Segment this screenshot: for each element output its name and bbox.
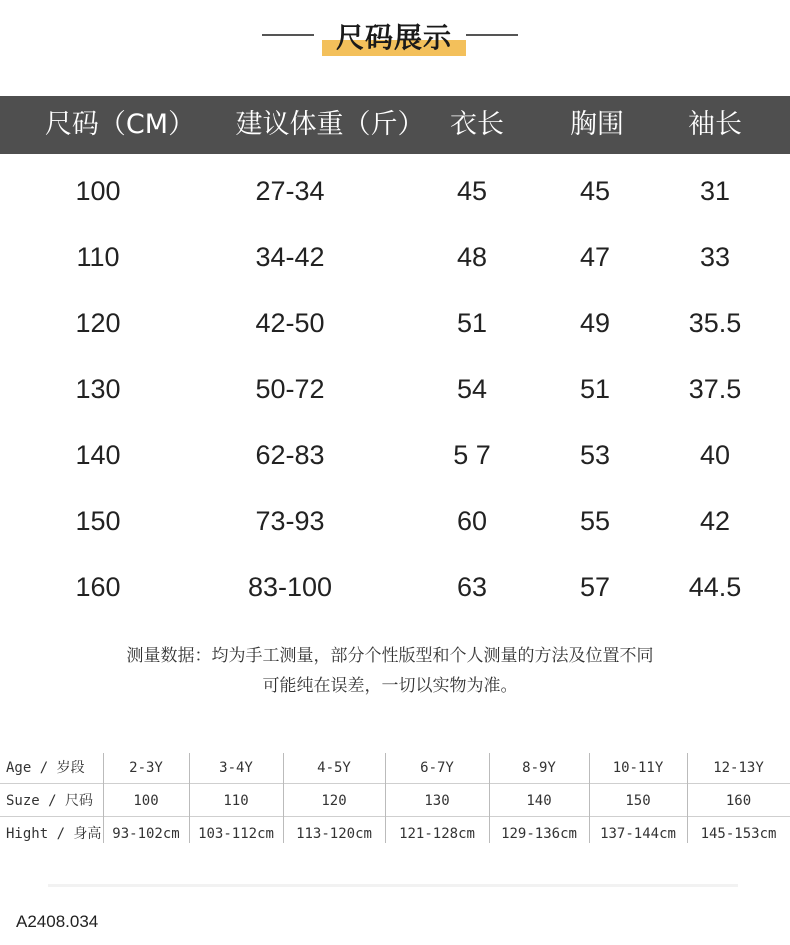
cell-length: 5 7 — [453, 440, 491, 470]
column-divider — [589, 753, 590, 843]
cell-weight: 27-34 — [255, 176, 325, 206]
table-row — [0, 290, 790, 356]
height-cell: 121-128cm — [399, 826, 475, 842]
column-divider — [283, 753, 284, 843]
size-cell: 110 — [223, 793, 249, 809]
header-length: 衣长 — [450, 109, 504, 140]
table-row — [0, 356, 790, 422]
column-divider — [489, 753, 490, 843]
page-title: 尺码展示 — [335, 21, 452, 54]
header-sleeve: 袖长 — [688, 109, 742, 140]
cell-weight: 50-72 — [255, 374, 325, 404]
cell-length: 60 — [456, 506, 488, 536]
size-cell: 100 — [133, 793, 159, 809]
cell-size: 110 — [76, 242, 120, 272]
cell-chest: 47 — [579, 242, 611, 272]
measurement-note-line1: 测量数据：均为手工测量，部分个性版型和个人测量的方法及位置不同 — [126, 646, 654, 666]
measurement-note-line2: 可能纯在误差，一切以实物为准。 — [262, 676, 518, 696]
row-divider — [0, 783, 790, 784]
cell-size: 130 — [75, 374, 121, 404]
header-weight: 建议体重（斤） — [235, 109, 425, 140]
height-row — [0, 819, 790, 849]
table-row — [0, 554, 790, 620]
cell-sleeve: 42 — [699, 506, 731, 536]
height-cell: 103-112cm — [198, 826, 274, 842]
cell-chest: 53 — [579, 440, 611, 470]
size-cell: 120 — [321, 793, 347, 809]
column-divider — [687, 753, 688, 843]
cell-weight: 34-42 — [255, 242, 325, 272]
bottom-divider — [48, 884, 738, 887]
cell-chest: 55 — [579, 506, 611, 536]
cell-size: 120 — [75, 308, 121, 338]
age-label: Age / 岁段 — [6, 760, 85, 776]
age-cell: 6-7Y — [420, 760, 454, 776]
height-cell: 137-144cm — [600, 826, 676, 842]
cell-size: 150 — [75, 506, 121, 536]
size-cell: 160 — [725, 793, 752, 809]
cell-weight: 73-93 — [255, 506, 325, 536]
size-cell: 140 — [526, 793, 552, 809]
age-row — [0, 753, 790, 783]
cell-sleeve: 44.5 — [688, 572, 742, 602]
cell-chest: 49 — [579, 308, 611, 338]
cell-size: 140 — [75, 440, 121, 470]
title-block — [0, 18, 790, 64]
table-row — [0, 488, 790, 554]
column-divider — [189, 753, 190, 843]
product-code: A2408.034 — [16, 912, 99, 931]
height-label: Hight / 身高 — [6, 826, 102, 842]
cell-weight: 42-50 — [255, 308, 325, 338]
height-cell: 93-102cm — [112, 826, 180, 842]
cell-length: 54 — [456, 374, 488, 404]
column-divider — [385, 753, 386, 843]
size-cell: 130 — [424, 793, 450, 809]
cell-weight: 83-100 — [247, 572, 333, 602]
table-row — [0, 224, 790, 290]
cell-length: 51 — [456, 308, 488, 338]
cell-chest: 57 — [579, 572, 611, 602]
header-size: 尺码（CM） — [44, 109, 196, 140]
age-cell: 12-13Y — [713, 760, 764, 776]
table-row — [0, 422, 790, 488]
age-cell: 8-9Y — [522, 760, 556, 776]
cell-length: 48 — [456, 242, 488, 272]
size-label: Suze / 尺码 — [6, 793, 94, 809]
height-cell: 129-136cm — [501, 826, 577, 842]
cell-sleeve: 35.5 — [688, 308, 742, 338]
age-cell: 4-5Y — [317, 760, 351, 776]
age-cell: 3-4Y — [219, 760, 253, 776]
age-cell: 2-3Y — [129, 760, 163, 776]
cell-chest: 45 — [579, 176, 611, 206]
cell-weight: 62-83 — [255, 440, 325, 470]
table-header — [0, 96, 790, 154]
cell-sleeve: 31 — [699, 176, 731, 206]
size-row — [0, 786, 790, 816]
age-cell: 10-11Y — [612, 760, 664, 776]
title-line-right — [466, 34, 518, 36]
title-line-left — [262, 34, 314, 36]
table-row — [0, 158, 790, 224]
row-divider — [0, 816, 790, 817]
cell-length: 45 — [456, 176, 488, 206]
height-cell: 113-120cm — [296, 826, 372, 842]
cell-sleeve: 37.5 — [688, 374, 742, 404]
cell-sleeve: 40 — [699, 440, 731, 470]
size-cell: 150 — [625, 793, 651, 809]
cell-chest: 51 — [579, 374, 611, 404]
cell-sleeve: 33 — [699, 242, 731, 272]
cell-size: 100 — [75, 176, 121, 206]
cell-size: 160 — [75, 572, 121, 602]
cell-length: 63 — [456, 572, 488, 602]
column-divider — [103, 753, 104, 843]
height-cell: 145-153cm — [700, 826, 777, 842]
header-chest: 胸围 — [570, 109, 624, 140]
